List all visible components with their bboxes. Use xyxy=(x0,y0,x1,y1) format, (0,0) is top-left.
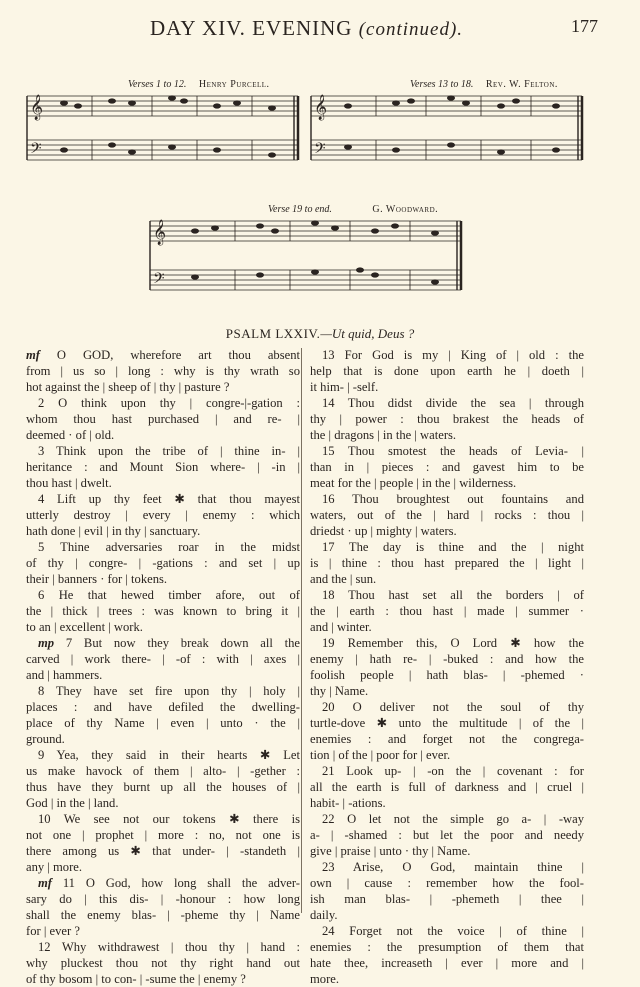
text-line xyxy=(26,843,300,859)
psalm-subtitle: —Ut quid, Deus ? xyxy=(320,326,415,341)
text-line xyxy=(26,763,300,779)
psalm-title: PSALM LXXIV. xyxy=(225,326,321,341)
text-line xyxy=(310,571,584,587)
text-line xyxy=(26,635,300,651)
page-number: 177 xyxy=(571,16,598,36)
line-text: 9 Yea, they said in their hearts ✱ Let xyxy=(38,748,300,762)
line-text: God | in the | land. xyxy=(26,796,119,810)
line-text: 14 Thou didst divide the sea | through xyxy=(322,396,584,410)
line-text: not one | prophet | more : no, not one is xyxy=(26,828,300,842)
text-line xyxy=(310,795,584,811)
text-line xyxy=(26,619,300,635)
text-line xyxy=(26,795,300,811)
line-text: 6 He that hewed timber afore, out of xyxy=(38,588,300,602)
text-line xyxy=(26,683,300,699)
line-text: 10 We see not our tokens ✱ there is xyxy=(38,812,300,826)
line-text: a- | -shamed : but let the poor and needy xyxy=(310,828,584,842)
line-text: is | thine : thou hast prepared the | light | xyxy=(310,556,584,570)
column-divider xyxy=(301,348,302,913)
line-text: 2 O think upon thy | congre-|-gation : xyxy=(38,396,300,410)
text-line xyxy=(310,731,584,747)
line-text: help that is done upon earth he | doeth | xyxy=(310,364,584,378)
line-text: 24 Forget not the voice | of thine | xyxy=(322,924,584,938)
text-line xyxy=(26,475,300,491)
line-text: 13 For God is my | King of | old : the xyxy=(322,348,584,362)
line-text: 19 Remember this, O Lord ✱ how the xyxy=(322,636,584,650)
line-text: 16 Thou broughtest out fountains and xyxy=(322,492,584,506)
text-line xyxy=(26,587,300,603)
text-line xyxy=(310,475,584,491)
line-text: the | dragons | in the | waters. xyxy=(310,428,457,442)
line-text: turtle-dove ✱ unto the multitude | of the | xyxy=(310,716,584,730)
line-text: 23 Arise, O God, maintain thine | xyxy=(322,860,584,874)
text-line xyxy=(26,875,300,891)
text-line xyxy=(310,891,584,907)
text-line xyxy=(26,907,300,923)
line-text: the | thick | trees : was known to bring it | xyxy=(26,604,300,618)
music-label-1 xyxy=(128,79,270,90)
text-line xyxy=(26,827,300,843)
right-text-column xyxy=(310,347,584,987)
dynamic-mark: mp xyxy=(38,636,55,650)
text-line xyxy=(26,411,300,427)
line-text: deemed · of | old. xyxy=(26,428,115,442)
text-line xyxy=(310,843,584,859)
svg-text:𝄞: 𝄞 xyxy=(314,94,328,119)
text-line xyxy=(26,523,300,539)
text-line xyxy=(310,747,584,763)
dynamic-mark: mf xyxy=(26,348,40,362)
line-text: and the | sun. xyxy=(310,572,377,586)
text-line xyxy=(26,747,300,763)
text-line xyxy=(310,411,584,427)
line-text: 22 O let not the simple go a- | -way xyxy=(322,812,584,826)
text-line xyxy=(310,683,584,699)
text-line xyxy=(310,827,584,843)
text-line xyxy=(310,459,584,475)
line-text: to an | excellent | work. xyxy=(26,620,143,634)
text-line xyxy=(310,507,584,523)
music-label-2 xyxy=(410,79,558,90)
verses-range: Verses 13 to 18. xyxy=(410,79,474,90)
music-score-2 xyxy=(306,90,586,175)
text-line xyxy=(310,555,584,571)
text-line xyxy=(26,731,300,747)
line-text: ish man blas- | -phemeth | thee | xyxy=(310,892,584,906)
text-line xyxy=(310,763,584,779)
line-text: waters, out of the | hard | rocks : thou | xyxy=(310,508,584,522)
text-line xyxy=(26,859,300,875)
line-text: than in | pieces : and gavest him to be xyxy=(310,460,584,474)
line-text: carved | work there- | -of : with | axes | xyxy=(26,652,300,666)
line-text: places : and have defiled the dwelling- xyxy=(26,700,300,714)
svg-text:𝄢: 𝄢 xyxy=(153,270,165,290)
text-line xyxy=(310,603,584,619)
text-line xyxy=(310,779,584,795)
text-line xyxy=(310,923,584,939)
line-text: 7 But now they break down all the xyxy=(54,636,300,650)
line-text: 5 Thine adversaries roar in the midst xyxy=(38,540,300,554)
line-text: any | more. xyxy=(26,860,83,874)
line-text: 17 The day is thine and the | night xyxy=(322,540,584,554)
text-line xyxy=(310,907,584,923)
text-line xyxy=(310,619,584,635)
verses-range: Verses 1 to 12. xyxy=(128,79,187,90)
text-line xyxy=(26,347,300,363)
text-line xyxy=(310,811,584,827)
line-text: meat for the | people | in the | wilderness. xyxy=(310,476,517,490)
text-line xyxy=(26,651,300,667)
text-line xyxy=(26,491,300,507)
text-line xyxy=(26,571,300,587)
text-line xyxy=(26,891,300,907)
line-text: 20 O deliver not the soul of thy xyxy=(322,700,584,714)
text-line xyxy=(310,443,584,459)
line-text: hot against the | sheep of | thy | pasture ? xyxy=(26,380,230,394)
line-text: their | banners · for | tokens. xyxy=(26,572,168,586)
line-text: habit- | -ations. xyxy=(310,796,386,810)
line-text: thy | Name. xyxy=(310,684,369,698)
text-line xyxy=(26,427,300,443)
line-text: hath done | evil | in thy | sanctuary. xyxy=(26,524,201,538)
line-text: 18 Thou hast set all the borders | of xyxy=(322,588,584,602)
text-line xyxy=(310,955,584,971)
line-text: 21 Look up- | -on the | covenant : for xyxy=(322,764,584,778)
title-suffix: (continued). xyxy=(358,19,464,40)
verses-range: Verse 19 to end. xyxy=(268,204,332,215)
text-line xyxy=(310,635,584,651)
text-line xyxy=(310,491,584,507)
line-text: 15 Thou smotest the heads of Levia- | xyxy=(322,444,584,458)
dynamic-mark: mf xyxy=(38,876,52,890)
line-text: us make havock of them | alto- | -gether : xyxy=(26,764,300,778)
line-text: whom thou hast purchased | and re- | xyxy=(26,412,300,426)
text-line xyxy=(26,779,300,795)
line-text: for | ever ? xyxy=(26,924,80,938)
text-line xyxy=(310,971,584,987)
line-text: enemies : and forget not the congrega- xyxy=(310,732,584,746)
line-text: of thy | congre- | -gations : and set | up xyxy=(26,556,300,570)
line-text: ground. xyxy=(26,732,65,746)
line-text: place of thy Name | even | unto · the | xyxy=(26,716,300,730)
text-line xyxy=(310,715,584,731)
text-line xyxy=(310,587,584,603)
line-text: daily. xyxy=(310,908,338,922)
line-text: there among us ✱ that under- | -standeth | xyxy=(26,844,300,858)
text-line xyxy=(26,939,300,955)
line-text: foolish people | hath blas- | -phemed · xyxy=(310,668,584,682)
text-line xyxy=(310,395,584,411)
line-text: O GOD, wherefore art thou absent xyxy=(40,348,300,362)
text-line xyxy=(26,667,300,683)
text-line xyxy=(310,347,584,363)
music-label-3 xyxy=(268,204,438,215)
text-line xyxy=(310,939,584,955)
text-line xyxy=(26,971,300,987)
line-text: give | praise | unto · thy | Name. xyxy=(310,844,471,858)
text-line xyxy=(26,363,300,379)
text-line xyxy=(26,603,300,619)
text-line xyxy=(26,539,300,555)
line-text: own | cause : remember how the fool- xyxy=(310,876,584,890)
line-text: hate thee, increaseth | ever | more and | xyxy=(310,956,584,970)
line-text: heritance : and Mount Sion where- | -in | xyxy=(26,460,300,474)
text-line xyxy=(310,523,584,539)
text-line xyxy=(26,715,300,731)
page-header xyxy=(0,14,640,44)
line-text: it him- | -self. xyxy=(310,380,379,394)
text-line xyxy=(26,811,300,827)
text-line xyxy=(310,699,584,715)
svg-text:𝄢: 𝄢 xyxy=(314,140,326,160)
page-title: DAY XIV. EVENING (continued). xyxy=(150,16,464,40)
line-text: thy | power : thou brakest the heads of xyxy=(310,412,584,426)
text-line xyxy=(310,363,584,379)
line-text: of thy bosom | to con- | -sume the | enemy ? xyxy=(26,972,246,986)
composer-name: G. Woodward. xyxy=(372,204,439,215)
line-text: driedst · up | mighty | waters. xyxy=(310,524,457,538)
svg-text:𝄞: 𝄞 xyxy=(30,94,44,119)
psalm-heading xyxy=(0,326,640,342)
svg-text:𝄢: 𝄢 xyxy=(30,140,42,160)
text-line xyxy=(310,379,584,395)
line-text: 4 Lift up thy feet ✱ that thou mayest xyxy=(38,492,300,506)
line-text: 3 Think upon the tribe of | thine in- | xyxy=(38,444,300,458)
text-line xyxy=(310,875,584,891)
composer-name: Rev. W. Felton. xyxy=(485,79,558,90)
line-text: 12 Why withdrawest | thou thy | hand : xyxy=(38,940,300,954)
line-text: 8 They have set fire upon thy | holy | xyxy=(38,684,300,698)
text-line xyxy=(310,427,584,443)
line-text: and | winter. xyxy=(310,620,372,634)
text-line xyxy=(310,859,584,875)
text-line xyxy=(26,507,300,523)
line-text: enemies : the presumption of them that xyxy=(310,940,584,954)
line-text: all the earth is full of darkness and | cruel | xyxy=(310,780,584,794)
line-text: thus have they burnt up all the houses of | xyxy=(26,780,300,794)
text-line xyxy=(26,955,300,971)
composer-name: Henry Purcell. xyxy=(198,79,270,90)
text-line xyxy=(310,667,584,683)
text-line xyxy=(310,539,584,555)
text-line xyxy=(26,443,300,459)
music-score-3 xyxy=(145,215,465,300)
line-text: from | us so | long : why is thy wrath so xyxy=(26,364,300,378)
text-line xyxy=(26,459,300,475)
text-line xyxy=(26,395,300,411)
text-line xyxy=(26,555,300,571)
line-text: 11 O God, how long shall the adver- xyxy=(52,876,300,890)
line-text: more. xyxy=(310,972,340,986)
text-line xyxy=(26,379,300,395)
svg-text:𝄞: 𝄞 xyxy=(153,219,167,244)
text-line xyxy=(26,923,300,939)
line-text: sary do | this dis- | -honour : how long xyxy=(26,892,300,906)
line-text: utterly destroy | every | enemy : which xyxy=(26,508,300,522)
line-text: thou hast | dwelt. xyxy=(26,476,112,490)
line-text: tion | of the | poor for | ever. xyxy=(310,748,451,762)
line-text: enemy | hath re- | -buked : and how the xyxy=(310,652,584,666)
line-text: why pluckest thou not thy right hand out xyxy=(26,956,300,970)
text-line xyxy=(26,699,300,715)
line-text: shall the enemy blas- | -pheme thy | Name xyxy=(26,908,300,922)
left-text-column xyxy=(26,347,300,987)
text-line xyxy=(310,651,584,667)
line-text: the | earth : thou hast | made | summer · xyxy=(310,604,584,618)
line-text: and | hammers. xyxy=(26,668,103,682)
music-score-1 xyxy=(22,90,302,175)
